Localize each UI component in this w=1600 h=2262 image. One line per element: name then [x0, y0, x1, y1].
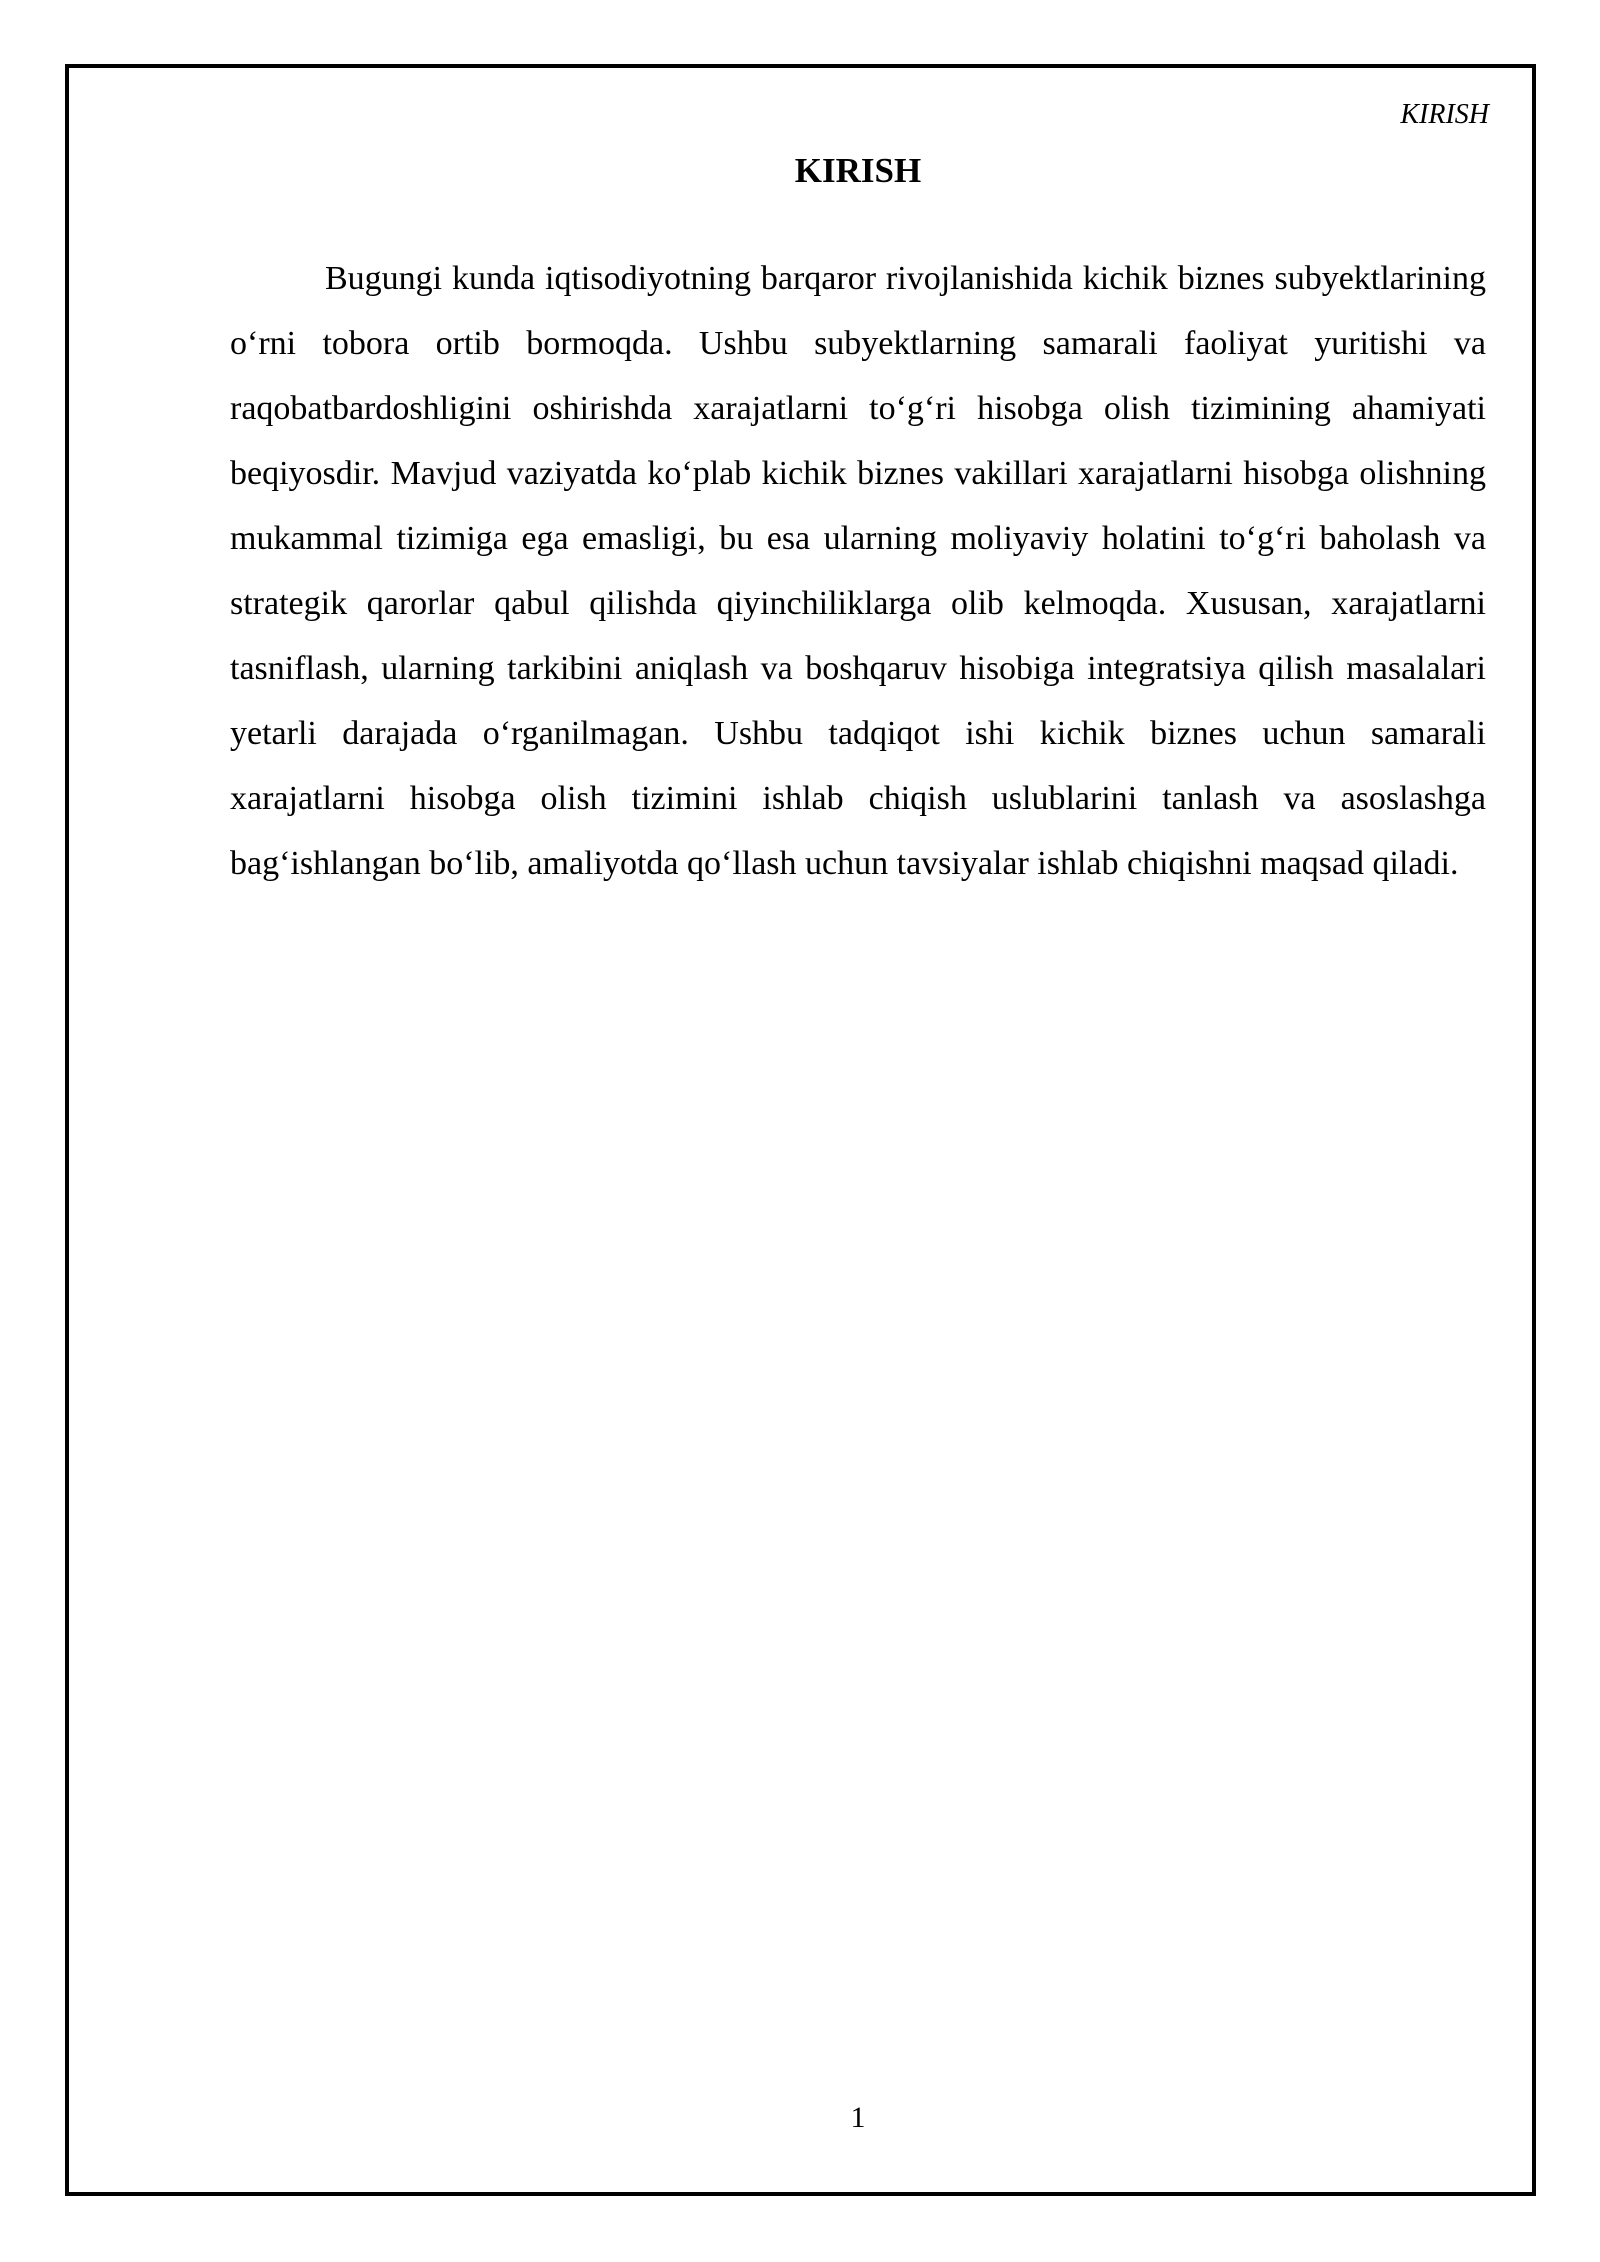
title-container	[230, 150, 1486, 192]
page-number: 1	[850, 2101, 866, 2134]
body-paragraph: Bugungi kunda iqtisodiyotning barqaror rivojlanishida kichik biznes subyektlarining o‘rni tobora ortib bormoqda. Ushbu subyektlarning samarali faoliyat yuritishi va raqobatbardoshligini oshirishda xarajatlarni to‘g‘ri hisobga olish tizimining ahamiyati beqiyosdir. Mavjud vaziyatda ko‘plab kichik biznes vakillari xarajatlarni hisobga olishning mukammal tizimiga ega emasligi, bu esa ularning moliyaviy holatini to‘g‘ri baholash va strategik qarorlar qabul qilishda qiyinchiliklarga olib kelmoqda. Xususan, xarajatlarni tasniflash, ularning tarkibini aniqlash va boshqaruv hisobiga integratsiya qilish masalalari yetarli darajada o‘rganilmagan. Ushbu tadqiqot ishi kichik biznes uchun samarali xarajatlarni hisobga olish tizimini ishlab chiqish uslublarini tanlash va asoslashga bag‘ishlangan bo‘lib, amaliyotda qo‘llash uchun tavsiyalar ishlab chiqishni maqsad qiladi.	[230, 260, 1486, 882]
running-header: KIRISH	[1400, 99, 1489, 130]
page-title: KIRISH	[794, 151, 922, 190]
